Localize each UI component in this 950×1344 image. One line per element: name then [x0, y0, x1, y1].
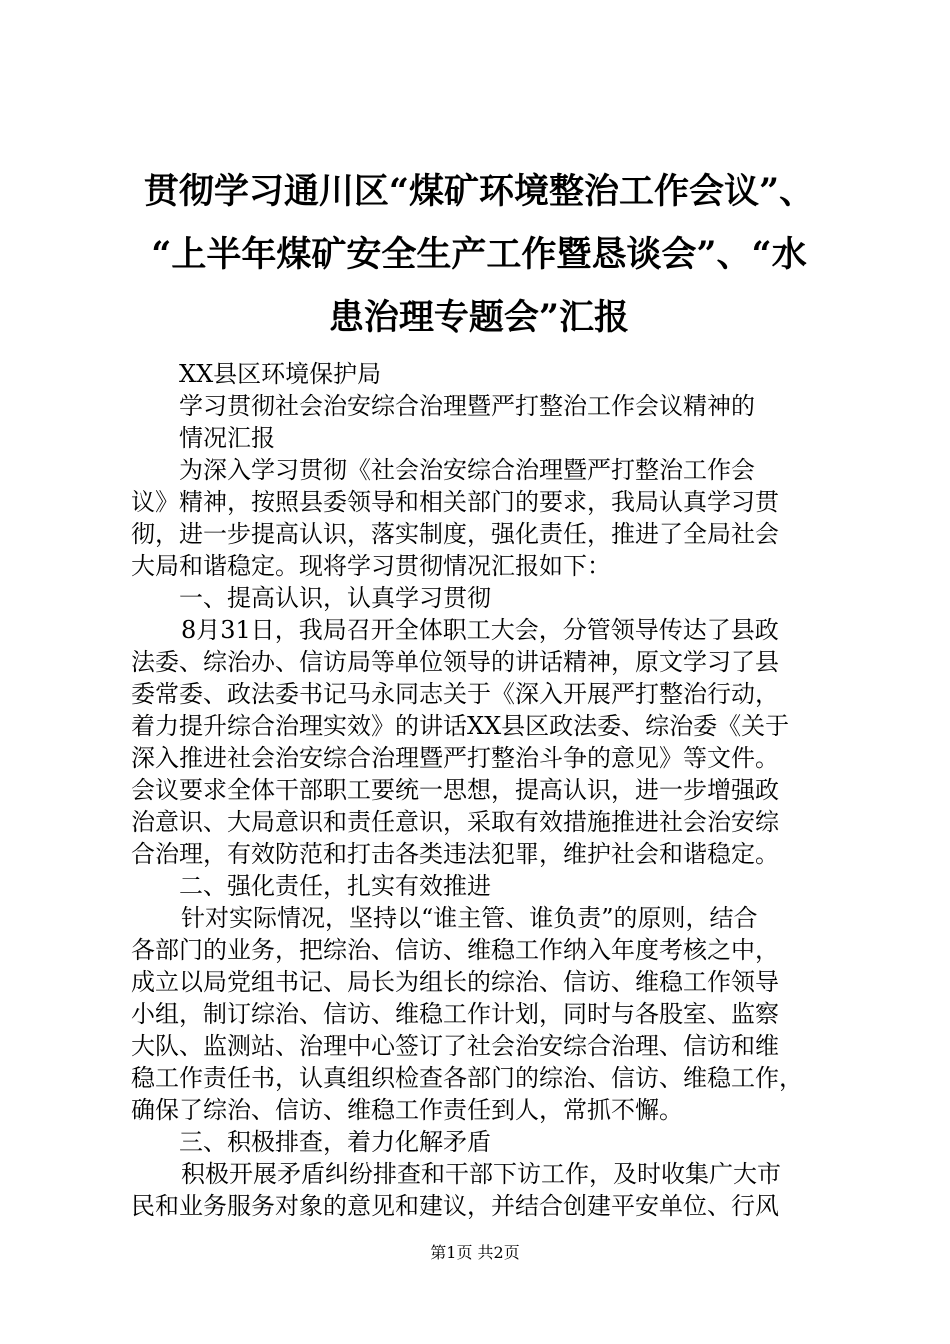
body-line: 稳工作责任书，认真组织检查各部门的综治、信访、维稳工作，	[131, 1064, 803, 1092]
page-number-footer: 第1页 共2页	[430, 1243, 520, 1262]
body-line: 小组，制订综治、信访、维稳工作计划，同时与各股室、监察	[131, 1000, 779, 1028]
body-line: 合治理，有效防范和打击各类违法犯罪，维护社会和谐稳定。	[131, 840, 779, 868]
body-line: 8月31日，我局召开全体职工大会，分管领导传达了县政	[181, 616, 779, 644]
body-line: 民和业务服务对象的意见和建议，并结合创建平安单位、行风	[131, 1192, 779, 1220]
title-line: 患治理专题会”汇报	[328, 297, 630, 338]
body-line: 大局和谐稳定。现将学习贯彻情况汇报如下：	[131, 552, 611, 580]
body-line: 情况汇报	[179, 424, 275, 452]
body-line: 各部门的业务，把综治、信访、维稳工作纳入年度考核之中，	[131, 936, 779, 964]
body-line: 法委、综治办、信访局等单位领导的讲话精神，原文学习了县	[131, 648, 779, 676]
body-line: 确保了综治、信访、维稳工作责任到人，常抓不懈。	[131, 1096, 683, 1124]
body-line: 大队、监测站、治理中心签订了社会治安综合治理、信访和维	[131, 1032, 779, 1060]
body-line: 彻，进一步提高认识，落实制度，强化责任，推进了全局社会	[131, 520, 779, 548]
title-line: “上半年煤矿安全生产工作暨恳谈会”、“水	[151, 234, 807, 275]
document-title	[120, 160, 838, 349]
body-line: 治意识、大局意识和责任意识，采取有效措施推进社会治安综	[131, 808, 779, 836]
body-line: XX县区环境保护局	[179, 360, 382, 388]
body-line: 成立以局党组书记、局长为组长的综治、信访、维稳工作领导	[131, 968, 779, 996]
body-line: 会议要求全体干部职工要统一思想，提高认识，进一步增强政	[131, 776, 779, 804]
section-heading: 一、提高认识，认真学习贯彻	[179, 584, 491, 612]
body-line: 为深入学习贯彻《社会治安综合治理暨严打整治工作会	[179, 456, 755, 484]
body-line: 深入推进社会治安综合治理暨严打整治斗争的意见》等文件。	[131, 744, 779, 772]
title-line: 贯彻学习通川区“煤矿环境整治工作会议”、	[143, 171, 815, 212]
body-line: 针对实际情况，坚持以“谁主管、谁负责”的原则，结合	[181, 904, 758, 932]
document-body	[131, 358, 833, 1222]
body-line: 积极开展矛盾纠纷排查和干部下访工作，及时收集广大市	[181, 1160, 781, 1188]
section-heading: 三、积极排查，着力化解矛盾	[179, 1128, 491, 1156]
body-line: 议》精神，按照县委领导和相关部门的要求，我局认真学习贯	[131, 488, 779, 516]
body-line: 学习贯彻社会治安综合治理暨严打整治工作会议精神的	[179, 392, 755, 420]
body-line: 着力提升综合治理实效》的讲话XX县区政法委、综治委《关于	[131, 712, 790, 740]
section-heading: 二、强化责任，扎实有效推进	[179, 872, 491, 900]
body-line: 委常委、政法委书记马永同志关于《深入开展严打整治行动，	[131, 680, 779, 708]
